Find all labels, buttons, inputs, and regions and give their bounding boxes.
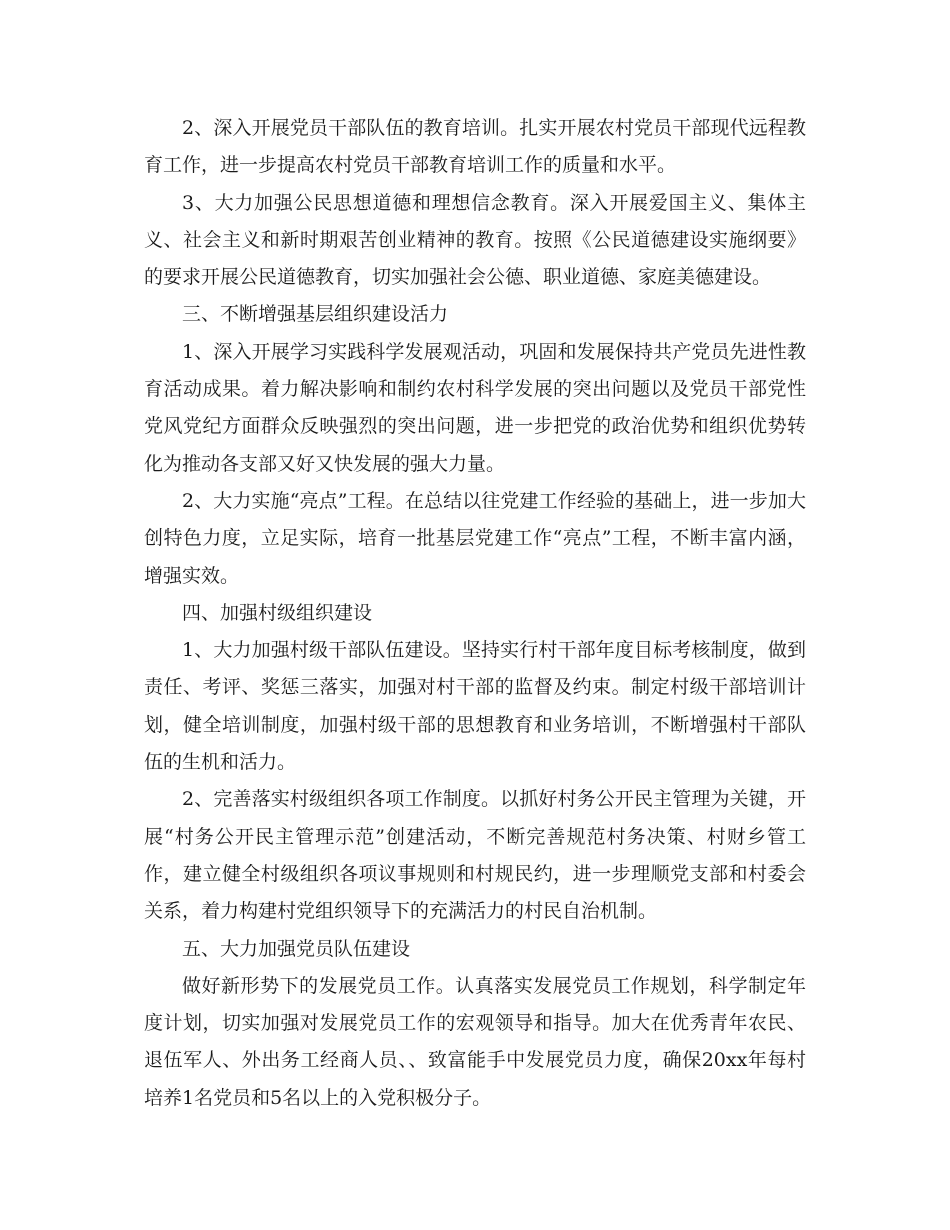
section-heading-4: 四、加强村级组织建设 — [182, 601, 373, 624]
paragraph-item-2-work-system: 2、完善落实村级组织各项工作制度。以抓好村务公开民主管理为关键，开展“村务公开民主管理示范”创建活动，不断完善规范村务决策、村财乡管工作，建立健全村级组织各项议事规则和村规民约，进一步理顺党支部和村委会关系，着力构建村党组织领导下的充满活力的村民自治机制。 — [144, 788, 806, 923]
paragraph-member-development: 做好新形势下的发展党员工作。认真落实发展党员工作规划，科学制定年度计划，切实加强对发展党员工作的宏观领导和指导。加大在优秀青年农民、退伍军人、外出务工经商人员、、致富能手中发展党员力度，确保20xx年每村培养1名党员和5名以上的入党积极分子。 — [144, 974, 806, 1109]
paragraph-item-1-cadre-building: 1、大力加强村级干部队伍建设。坚持实行村干部年度目标考核制度，做到责任、考评、奖惩三落实，加强对村干部的监督及约束。制定村级干部培训计划，健全培训制度，加强村级干部的思想教育和业务培训，不断增强村干部队伍的生机和活力。 — [144, 639, 806, 774]
paragraph-item-1-practice: 1、深入开展学习实践科学发展观活动，巩固和发展保持共产党员先进性教育活动成果。着力解决影响和制约农村科学发展的突出问题以及党员干部党性党风党纪方面群众反映强烈的突出问题，进一步把党的政治优势和组织优势转化为推动各支部又好又快发展的强大力量。 — [144, 340, 806, 475]
paragraph-item-2-training: 2、深入开展党员干部队伍的教育培训。扎实开展农村党员干部现代远程教育工作，进一步提高农村党员干部教育培训工作的质量和水平。 — [144, 117, 806, 177]
document-body — [144, 110, 806, 1117]
paragraph-item-3-moral-education: 3、大力加强公民思想道德和理想信念教育。深入开展爱国主义、集体主义、社会主义和新时期艰苦创业精神的教育。按照《公民道德建设实施纲要》的要求开展公民道德教育，切实加强社会公德、职业道德、家庭美德建设。 — [144, 191, 806, 289]
section-heading-5: 五、大力加强党员队伍建设 — [182, 937, 411, 960]
paragraph-item-2-highlight-project: 2、大力实施“亮点”工程。在总结以往党建工作经验的基础上，进一步加大创特色力度，立足实际，培育一批基层党建工作“亮点”工程，不断丰富内涵，增强实效。 — [144, 489, 806, 587]
section-heading-3: 三、不断增强基层组织建设活力 — [182, 303, 449, 326]
